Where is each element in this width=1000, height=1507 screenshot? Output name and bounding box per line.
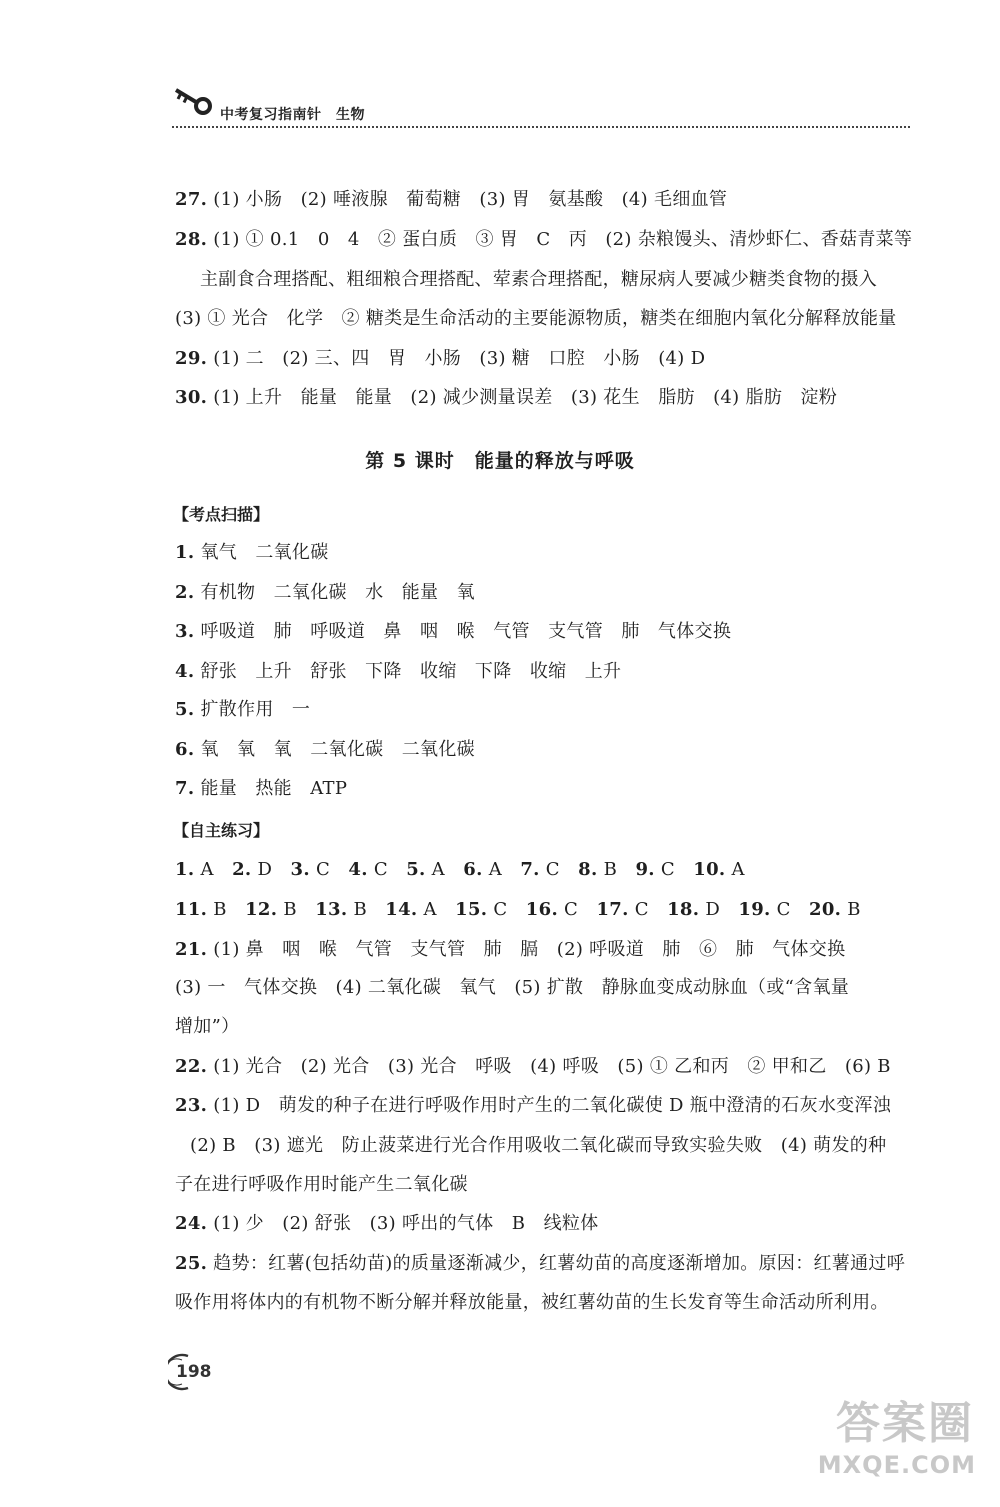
answer-text: (1) 小肠 (2) 唾液腺 葡萄糖 (3) 胃 氨基酸 (4) 毛细血管	[213, 189, 728, 210]
list-item	[175, 738, 475, 762]
answer-line	[175, 307, 897, 331]
header-title: 中考复习指南针 生物	[220, 107, 365, 123]
answer-line	[175, 1015, 239, 1039]
choice-answer: B	[353, 899, 367, 920]
choice-answer: C	[634, 899, 649, 920]
choice-answer: C	[564, 899, 579, 920]
choice-answer: B	[283, 899, 297, 920]
answer-text: (1) 二 (2) 三、四 胃 小肠 (3) 糖 口腔 小肠 (4) D	[213, 348, 706, 369]
choice-answer: C	[776, 899, 791, 920]
mc-answer-row	[175, 858, 745, 882]
question-number: 20.	[809, 899, 842, 920]
choice-answer: A	[731, 859, 745, 880]
choice-answer: B	[213, 899, 227, 920]
choice-answer: B	[847, 899, 861, 920]
list-item	[175, 660, 621, 684]
item-number: 2.	[175, 582, 195, 603]
choice-answer: C	[660, 859, 675, 880]
item-number: 4.	[175, 661, 195, 682]
watermark-logo-text: 答案圈	[836, 1398, 974, 1449]
answer-text: (3) ① 光合 化学 ② 糖类是生命活动的主要能源物质，糖类在细胞内氧化分解释放能量	[175, 308, 897, 329]
item-number: 1.	[175, 542, 195, 563]
choice-answer: C	[315, 859, 331, 880]
answer-text: (1) 上升 能量 能量 (2) 减少测量误差 (3) 花生 脂肪 (4) 脂肪 淀粉	[213, 387, 838, 408]
answer-line	[175, 1173, 468, 1197]
question-number: 10.	[693, 859, 726, 880]
item-text: 氧气 二氧化碳	[200, 542, 329, 563]
item-text: 呼吸道 肺 呼吸道 鼻 咽 喉 气管 支气管 肺 气体交换	[200, 621, 732, 642]
item-number: 5.	[175, 699, 195, 720]
answer-text: (1) 少 (2) 舒张 (3) 呼出的气体 B 线粒体	[213, 1213, 599, 1234]
header-divider	[172, 126, 910, 128]
question-number: 15.	[455, 899, 488, 920]
question-number: 25.	[175, 1253, 208, 1274]
question-number: 1.	[175, 859, 195, 880]
choice-answer: D	[705, 899, 721, 920]
answer-line	[175, 1055, 891, 1079]
question-number: 23.	[175, 1095, 208, 1116]
question-number: 6.	[463, 859, 483, 880]
question-number: 7.	[520, 859, 540, 880]
question-number: 8.	[578, 859, 598, 880]
question-number: 28.	[175, 229, 208, 250]
choice-answer: B	[603, 859, 618, 880]
question-number: 30.	[175, 387, 208, 408]
choice-answer: D	[257, 859, 273, 880]
answer-line	[175, 976, 849, 1000]
answer-text: (3) 一 气体交换 (4) 二氧化碳 氧气 (5) 扩散 静脉血变成动脉血（或“含氧量	[175, 977, 850, 998]
answer-text: (1) 鼻 咽 喉 气管 支气管 肺 膈 (2) 呼吸道 肺 ⑥ 肺 气体交换	[213, 939, 846, 960]
question-number: 19.	[738, 899, 771, 920]
list-item	[175, 777, 347, 801]
answer-text: 趋势：红薯(包括幼苗)的质量逐渐减少，红薯幼苗的高度逐渐增加。原因：红薯通过呼	[213, 1253, 905, 1274]
answer-text: 增加”）	[175, 1016, 240, 1037]
answer-line	[190, 1134, 886, 1158]
answer-line	[200, 268, 877, 292]
answer-line	[175, 188, 727, 212]
answer-line	[175, 938, 845, 962]
kaodian-heading: 【考点扫描】	[173, 505, 270, 524]
answer-line	[175, 386, 837, 410]
answer-line	[175, 228, 912, 252]
question-number: 16.	[525, 899, 559, 920]
choice-answer: A	[488, 859, 503, 880]
choice-answer: A	[200, 859, 214, 880]
item-number: 7.	[175, 778, 195, 799]
question-number: 2.	[232, 859, 252, 880]
question-number: 18.	[667, 899, 700, 920]
question-number: 27.	[175, 189, 208, 210]
watermark	[802, 1383, 982, 1493]
answer-line	[175, 1212, 599, 1236]
mc-answer-row	[175, 898, 861, 922]
question-number: 24.	[175, 1213, 208, 1234]
question-number: 29.	[175, 348, 208, 369]
answer-text: 子在进行呼吸作用时能产生二氧化碳	[175, 1174, 468, 1195]
answer-line	[175, 347, 705, 371]
item-text: 舒张 上升 舒张 下降 收缩 下降 收缩 上升	[200, 661, 622, 682]
page-number-text: 198	[176, 1362, 212, 1382]
item-text: 有机物 二氧化碳 水 能量 氧	[200, 582, 475, 603]
choice-answer: A	[431, 859, 445, 880]
question-number: 22.	[175, 1056, 208, 1077]
choice-answer: C	[373, 859, 388, 880]
answer-text: (1) 光合 (2) 光合 (3) 光合 呼吸 (4) 呼吸 (5) ① 乙和丙 ② 甲和乙 (6) B	[213, 1056, 891, 1077]
question-number: 11.	[175, 899, 208, 920]
list-item	[175, 698, 310, 722]
section-title: 第 5 课时 能量的释放与呼吸	[365, 450, 635, 472]
question-number: 12.	[245, 899, 278, 920]
page-header	[172, 78, 910, 130]
key-icon	[172, 78, 218, 124]
question-number: 3.	[290, 859, 310, 880]
answer-line	[175, 1252, 905, 1276]
item-number: 3.	[175, 621, 195, 642]
question-number: 13.	[315, 899, 348, 920]
choice-answer: C	[493, 899, 508, 920]
answer-text: (1) D 萌发的种子在进行呼吸作用时产生的二氧化碳使 D 瓶中澄清的石灰水变浑浊	[213, 1095, 892, 1116]
page-number	[168, 1352, 214, 1392]
question-number: 4.	[348, 859, 368, 880]
item-text: 能量 热能 ATP	[200, 778, 348, 799]
answer-text: 吸作用将体内的有机物不断分解并释放能量，被红薯幼苗的生长发育等生命活动所利用。	[175, 1292, 889, 1313]
question-number: 14.	[385, 899, 418, 920]
list-item	[175, 541, 329, 565]
answer-text: (1) ① 0.1 0 4 ② 蛋白质 ③ 胃 C 丙 (2) 杂粮馒头、清炒虾仁、香菇青菜等	[213, 229, 913, 250]
question-number: 9.	[635, 859, 655, 880]
zizhu-heading: 【自主练习】	[173, 821, 270, 840]
item-number: 6.	[175, 739, 195, 760]
list-item	[175, 581, 475, 605]
question-number: 21.	[175, 939, 208, 960]
choice-answer: A	[423, 899, 437, 920]
answer-line	[175, 1094, 891, 1118]
question-number: 17.	[596, 899, 629, 920]
choice-answer: C	[545, 859, 560, 880]
watermark-url: MXQE.COM	[817, 1451, 976, 1479]
answer-line	[175, 1291, 889, 1315]
item-text: 扩散作用 一	[200, 699, 311, 720]
question-number: 5.	[406, 859, 426, 880]
answer-text: (2) B (3) 遮光 防止菠菜进行光合作用吸收二氧化碳而导致实验失败 (4) 萌发的种	[190, 1135, 887, 1156]
answer-text: 主副食合理搭配、粗细粮合理搭配、荤素合理搭配，糖尿病人要减少糖类食物的摄入	[200, 269, 878, 290]
list-item	[175, 620, 731, 644]
item-text: 氧 氧 氧 二氧化碳 二氧化碳	[200, 739, 475, 760]
